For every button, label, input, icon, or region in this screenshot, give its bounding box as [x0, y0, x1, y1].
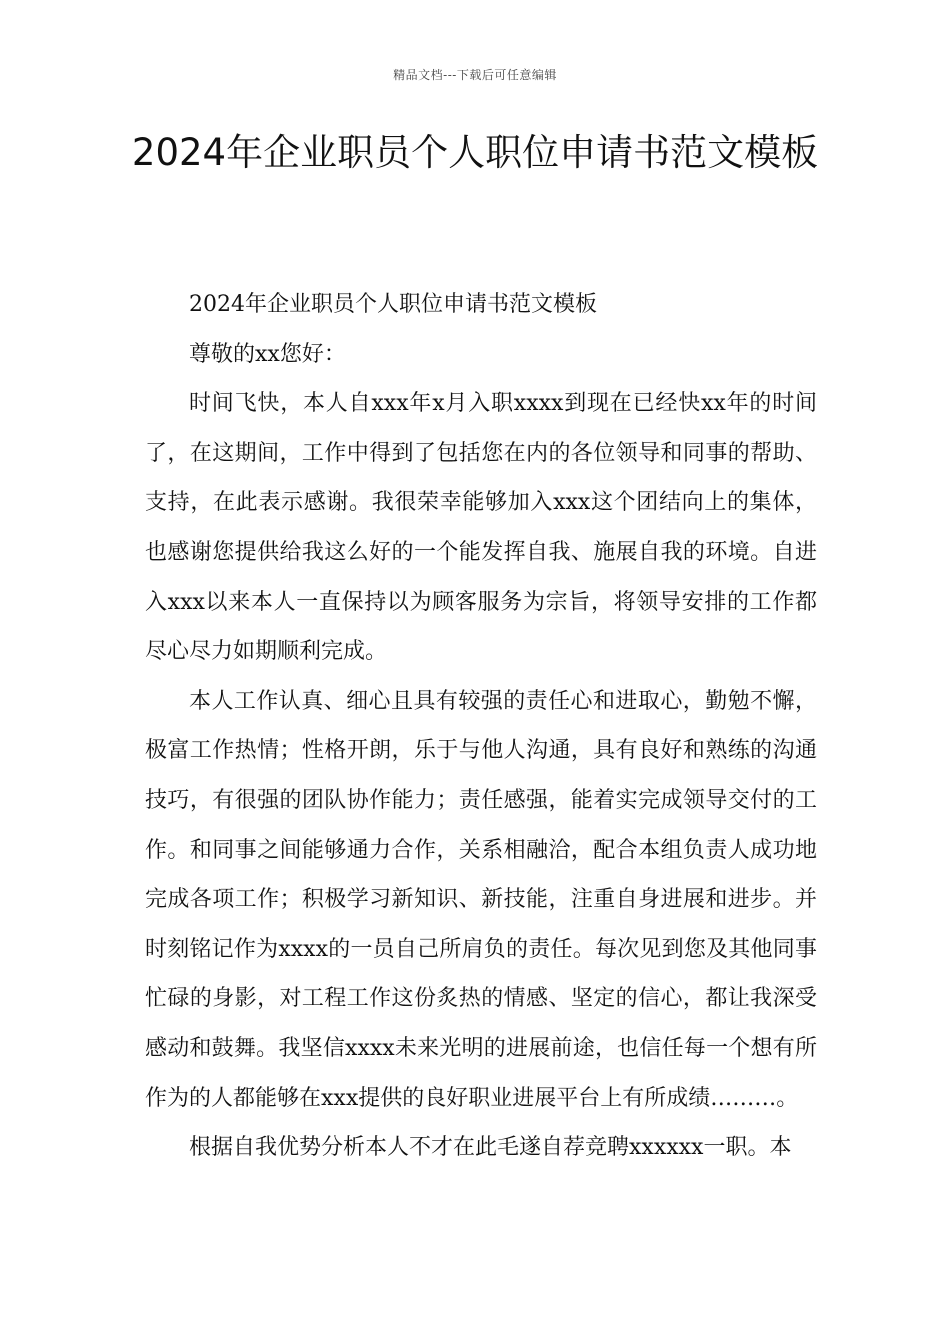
document-body [145, 280, 817, 1173]
body-paragraph-heading: 2024年企业职员个人职位申请书范文模板 [189, 292, 597, 317]
body-paragraph: 本人工作认真、细心且具有较强的责任心和进取心，勤勉不懈，极富工作热情；性格开朗，乐于与他人沟通，具有良好和熟练的沟通技巧，有很强的团队协作能力；责任感强，能着实完成领导交付的工作。和同事之间能够通力合作，关系相融洽，配合本组负责人成功地完成各项工作；积极学习新知识、新技能，注重自身进展和进步。并时刻铭记作为xxxx的一员自己所肩负的责任。每次见到您及其他同事忙碌的身影，对工程工作这份炙热的情感、坚定的信心，都让我深受感动和鼓舞。我坚信xxxx未来光明的进展前途，也信任每一个想有所作为的人都能够在xxx提供的良好职业进展平台上有所成绩………。 [145, 688, 817, 1111]
body-paragraph: 根据自我优势分析本人不才在此毛遂自荐竞聘xxxxxx一职。本 [189, 1135, 792, 1161]
document-title: 2024年企业职员个人职位申请书范文模板 [131, 131, 819, 174]
header-note: 精品文档---下载后可任意编辑 [393, 68, 557, 82]
body-paragraph-salutation: 尊敬的xx您好： [189, 341, 346, 367]
body-paragraph: 时间飞快，本人自xxx年x月入职xxxx到现在已经快xx年的时间了，在这期间，工作中得到了包括您在内的各位领导和同事的帮助、支持，在此表示感谢。我很荣幸能够加入xxx这个团结向上的集体，也感谢您提供给我这么好的一个能发挥自我、施展自我的环境。自进入xxx以来本人一直保持以为顾客服务为宗旨，将领导安排的工作都尽心尽力如期顺利完成。 [145, 391, 817, 665]
